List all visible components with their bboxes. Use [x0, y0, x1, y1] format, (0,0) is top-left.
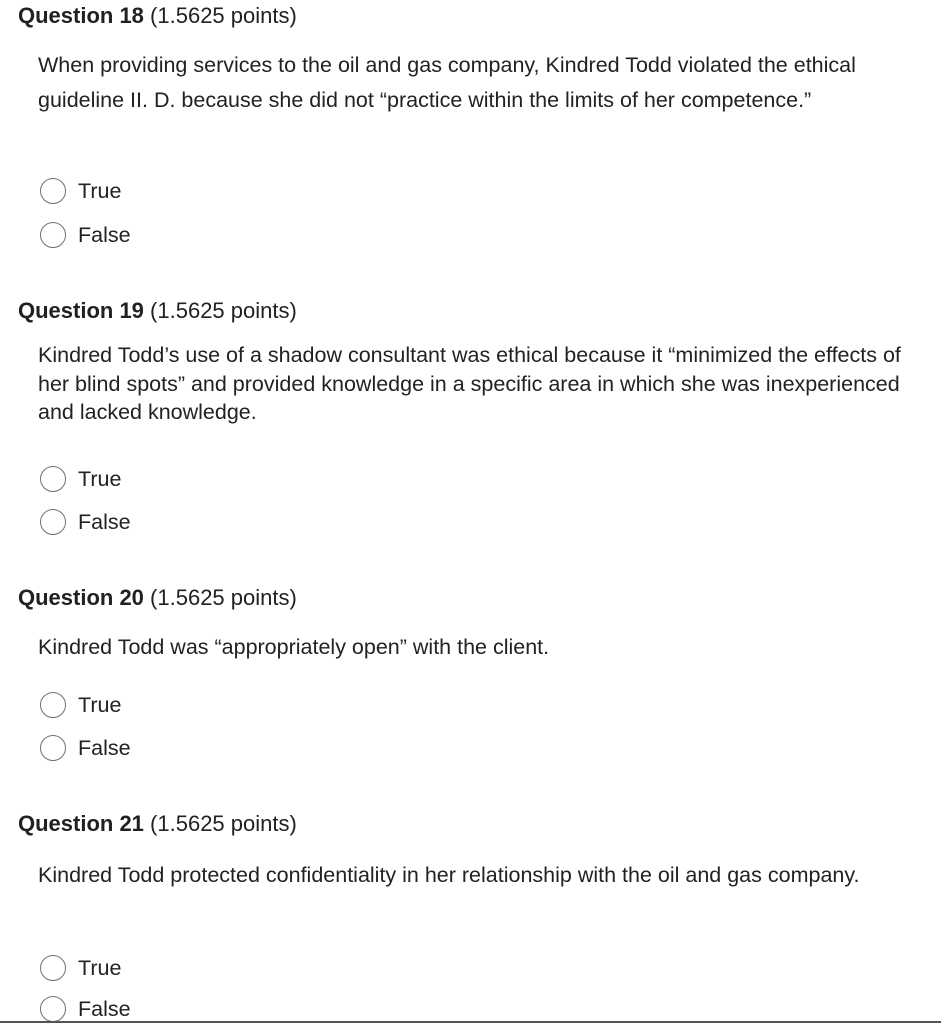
option-label: False: [78, 509, 131, 534]
question-points: (1.5625 points): [150, 3, 297, 28]
question-title: Question 20: [18, 585, 144, 610]
radio-button[interactable]: [40, 955, 66, 981]
option-true[interactable]: [40, 176, 121, 206]
option-label: False: [78, 735, 131, 760]
radio-button[interactable]: [40, 735, 66, 761]
option-label: False: [78, 996, 131, 1021]
option-false[interactable]: [40, 220, 131, 250]
radio-button[interactable]: [40, 466, 66, 492]
option-true[interactable]: [40, 464, 121, 494]
question-text: When providing services to the oil and gas company, Kindred Todd violated the ethical guideline II. D. because she did not “practice within the limits of her competence.”: [38, 53, 856, 112]
question-header: [18, 297, 297, 325]
question-points: (1.5625 points): [150, 585, 297, 610]
radio-button[interactable]: [40, 692, 66, 718]
question-title: Question 18: [18, 3, 144, 28]
option-label: True: [78, 466, 122, 491]
question-points: (1.5625 points): [150, 811, 297, 836]
question-text: Kindred Todd was “appropriately open” with the client.: [38, 635, 550, 659]
question-text: Kindred Todd protected confidentiality in her relationship with the oil and gas company.: [38, 863, 860, 887]
question-header: [18, 810, 297, 838]
radio-button[interactable]: [40, 222, 66, 248]
option-false[interactable]: [40, 507, 131, 537]
radio-button[interactable]: [40, 509, 66, 535]
question-title: Question 21: [18, 811, 144, 836]
option-false[interactable]: [40, 733, 131, 763]
question-header: [18, 2, 297, 30]
option-label: False: [78, 222, 131, 247]
question-header: [18, 584, 297, 612]
question-title: Question 19: [18, 298, 144, 323]
option-label: True: [78, 955, 122, 980]
option-true[interactable]: [40, 953, 121, 983]
question-points: (1.5625 points): [150, 298, 297, 323]
question-text: Kindred Todd’s use of a shadow consultant was ethical because it “minimized the effects of her blind spots” and provided knowledge in a specific area in which she was inexperienced and lacked knowledge.: [38, 343, 901, 424]
option-false[interactable]: [40, 994, 131, 1024]
option-true[interactable]: [40, 690, 121, 720]
option-label: True: [78, 692, 122, 717]
radio-button[interactable]: [40, 996, 66, 1022]
radio-button[interactable]: [40, 178, 66, 204]
bottom-divider: [0, 1021, 941, 1023]
option-label: True: [78, 178, 122, 203]
